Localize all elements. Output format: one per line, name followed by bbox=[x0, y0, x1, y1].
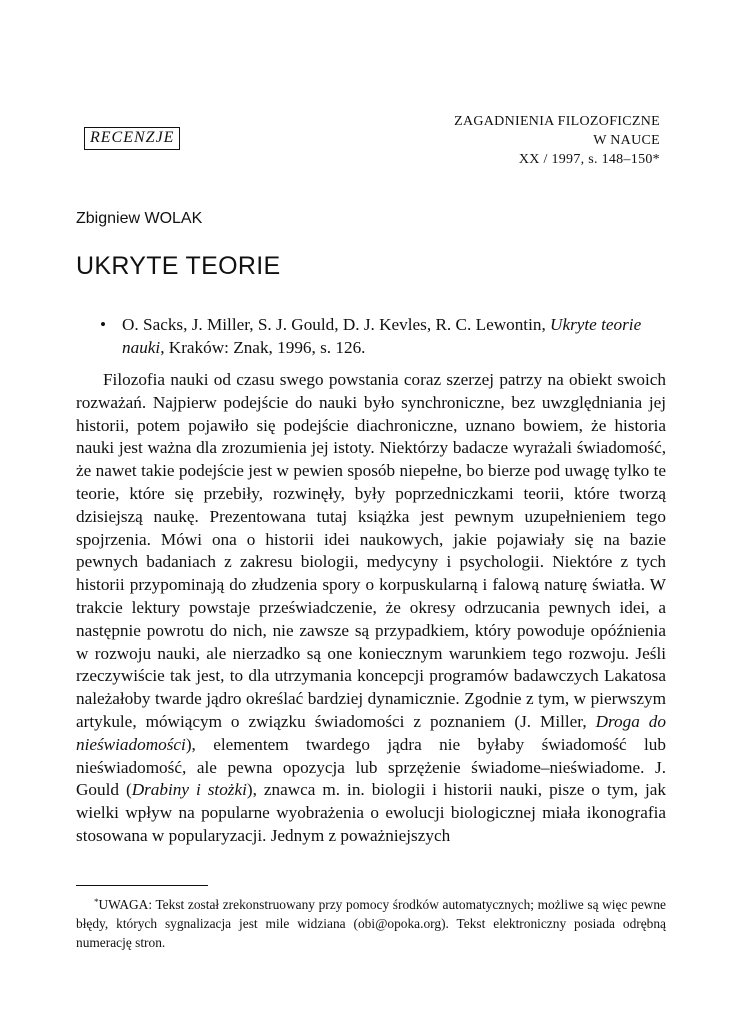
footnote bbox=[76, 893, 666, 952]
bibliography-authors: O. Sacks, J. Miller, S. J. Gould, D. J. Kevles, R. C. Lewontin, bbox=[122, 315, 551, 334]
bullet-icon: • bbox=[100, 315, 107, 334]
journal-volume: XX / 1997, s. 148–150* bbox=[518, 152, 660, 167]
cited-title: Drabiny i stożki bbox=[131, 780, 247, 800]
body-text-segment: ), znawca m. in. biologii i historii nauki, pisze o tym, jak wielki wpływ na popularne wyobrażenia o ewolucji biologicznej miała ikonografia stosowana w popularyzacji. Jednym z poważniejszych bbox=[76, 780, 666, 845]
journal-info bbox=[454, 112, 660, 169]
bibliography-details: , Kraków: Znak, 1996, s. 126. bbox=[160, 337, 366, 357]
review-body bbox=[76, 369, 666, 848]
footnote-text: UWAGA: Tekst został zrekonstruowany przy pomocy środków automatycznych; możliwe są więc pewne błędy, których sygnalizacja jest mile widziana (obi@opoka.org). Tekst elektroniczny posiada odrębną numerację stron. bbox=[76, 897, 666, 950]
cited-title: Droga do nieświadomości bbox=[76, 711, 666, 754]
bibliography-entry bbox=[100, 314, 666, 359]
article-title: UKRYTE TEORIE bbox=[76, 252, 281, 280]
journal-name: ZAGADNIENIA FILOZOFICZNE bbox=[454, 114, 660, 129]
body-text-segment: Filozofia nauki od czasu swego powstania coraz szerzej patrzy na obiekt swoich rozważań. Najpierw podejście do nauki było synchroniczne, bez uwzględniania jej historii, potem pojawiło się podejście diachroniczne, uznano bowiem, że historia nauki jest ważna dla zrozumienia jej istoty. Niektórzy badacze wyrażali świadomość, że nawet takie podejście jest w pewien sposób niepełne, bo bierze pod uwagę tylko te teorie, które się przebiły, rozwinęły, były poprzedniczkami teorii, które tworzą dzisiejszą naukę. Prezentowana tutaj książka jest pewnym uzupełnieniem tego spojrzenia. Mówi ona o historii idei naukowych, jakie pojawiały się na bazie pewnych badaniach z zakresu biologii, medycyny i psychologii. Niektóre z tych historii przypominają do złudzenia spory o korpuskularną i falową naturę światła. W trakcie lektury powstaje przeświadczenie, że okresy odrzucania pewnych idei, a następnie powrotu do nich, nie zawsze są przypadkiem, który powoduje opóźnienia w rozwoju nauki, ale nierzadko są one koniecznym warunkiem tego rozwoju. Jeśli rzeczywiście tak jest, to dla utrzymania koncepcji programów badawczych Lakatosa należałoby twarde jądro określać bardziej dynamicznie. Zgodnie z tym, w pierwszym artykule, mówiącym o związku świadomości z poznaniem (J. Miller, bbox=[76, 370, 666, 731]
bibliography-text bbox=[122, 314, 666, 359]
bibliography-book-title: Ukryte teorie nauki bbox=[122, 315, 642, 357]
body-text-segment: ), elementem twardego jądra nie byłaby świadomość lub nieświadomość, ale pewna opozycja lub sprzężenie świadome–nieświadome. J. Gould ( bbox=[76, 734, 666, 800]
footnote-mark: * bbox=[94, 897, 99, 907]
body-paragraph bbox=[76, 369, 666, 848]
section-label: RECENZJE bbox=[84, 127, 180, 150]
footnote-paragraph bbox=[76, 893, 666, 952]
article-author: Zbigniew WOLAK bbox=[76, 210, 203, 227]
footnote-divider bbox=[76, 885, 208, 886]
journal-subtitle: W NAUCE bbox=[593, 133, 660, 148]
